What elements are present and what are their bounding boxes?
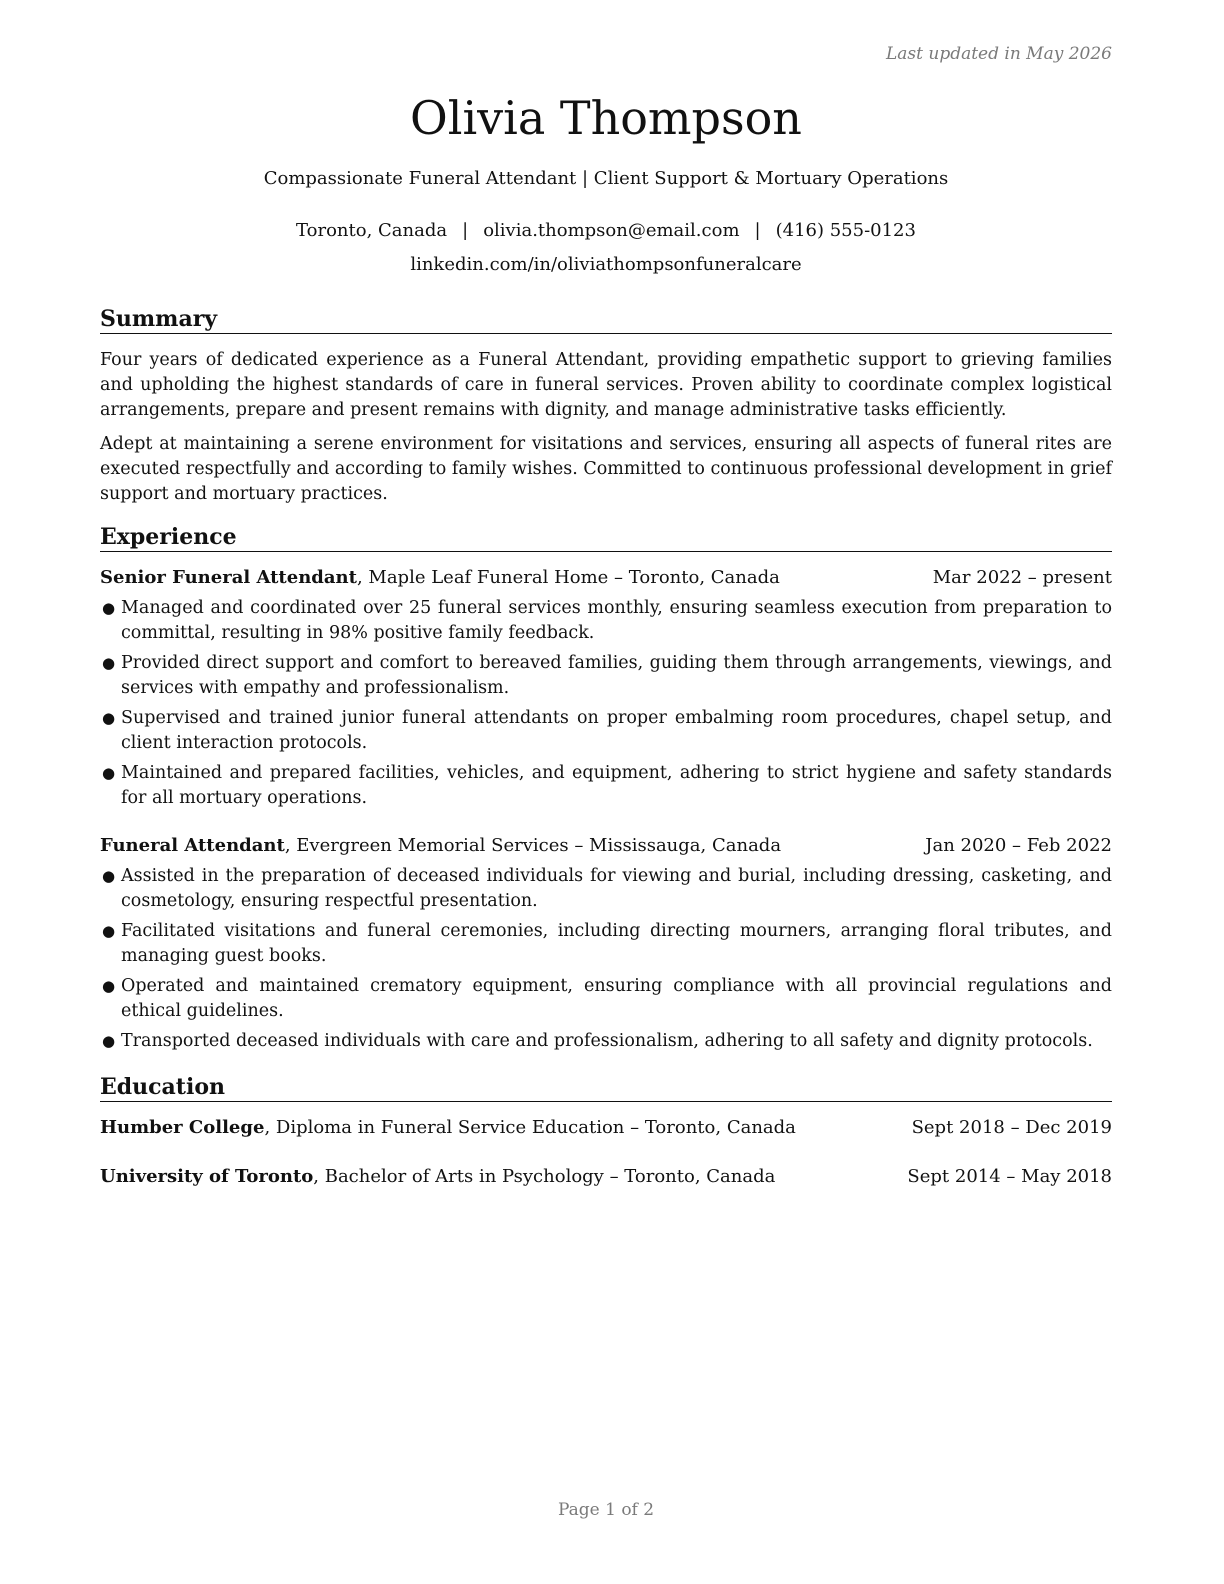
- headline: Compassionate Funeral Attendant | Client Support & Mortuary Operations: [263, 168, 949, 189]
- job-dates: Jan 2020 – Feb 2022: [925, 835, 1112, 856]
- summary-paragraph: Adept at maintaining a serene environment for visitations and services, ensuring all aspects of funeral rites are executed respectfully and according to family wishes. Committed to continuous professional development in grief support and mortuary practices.: [100, 434, 1112, 504]
- page-number: Page 1 of 2: [557, 1500, 655, 1520]
- location: Toronto, Canada: [296, 220, 448, 241]
- bullet-icon: ●: [102, 977, 116, 995]
- bullet-icon: ●: [102, 654, 116, 672]
- job-title: Funeral Attendant: [100, 835, 285, 856]
- school-name: Humber College: [100, 1117, 265, 1138]
- bullet-icon: ●: [102, 764, 116, 782]
- school-name: University of Toronto: [100, 1166, 314, 1187]
- degree: , Diploma in Funeral Service Education – Toronto, Canada: [264, 1117, 796, 1138]
- linkedin-link[interactable]: linkedin.com/in/oliviathompsonfuneralcare: [410, 254, 802, 275]
- summary-heading: Summary: [100, 305, 1112, 334]
- list-item: ● Maintained and prepared facilities, vehicles, and equipment, adhering to strict hygiene and safety standards for all mortuary operations.: [102, 763, 1112, 808]
- job-title: Senior Funeral Attendant: [100, 567, 357, 588]
- education-entry: [100, 1164, 1112, 1190]
- bullet-icon: ●: [102, 1032, 116, 1050]
- candidate-name: Olivia Thompson: [410, 91, 802, 145]
- bullet-icon: ●: [102, 922, 116, 940]
- job-header: [100, 565, 1112, 591]
- degree: , Bachelor of Arts in Psychology – Toronto, Canada: [313, 1166, 776, 1187]
- job-employer: , Maple Leaf Funeral Home – Toronto, Canada: [356, 567, 780, 588]
- list-item: ● Transported deceased individuals with care and professionalism, adhering to all safety and dignity protocols.: [100, 1029, 1112, 1054]
- list-item: ● Assisted in the preparation of deceased individuals for viewing and burial, including dressing, casketing, and cosmetology, ensuring respectful presentation.: [102, 866, 1112, 911]
- bullet-icon: ●: [102, 867, 116, 885]
- job-bullets: [100, 596, 1112, 816]
- last-updated-note: Last updated in May 2026: [885, 44, 1112, 64]
- list-item: ● Facilitated visitations and funeral ceremonies, including directing mourners, arranging floral tributes, and managing guest books.: [102, 921, 1112, 966]
- list-item: ● Managed and coordinated over 25 funeral services monthly, ensuring seamless execution from preparation to committal, resulting in 98% positive family feedback.: [102, 598, 1112, 643]
- resume-page: [100, 0, 1112, 1584]
- education-heading: Education: [100, 1073, 1112, 1102]
- list-item: ● Supervised and trained junior funeral attendants on proper embalming room procedures, chapel setup, and client interaction protocols.: [102, 708, 1112, 753]
- job-header: [100, 833, 1112, 859]
- contact-line: [100, 218, 1112, 244]
- summary-paragraph: Four years of dedicated experience as a Funeral Attendant, providing empathetic support to grieving families and upholding the highest standards of care in funeral services. Proven ability to coordinate complex logistical arrangements, prepare and present remains with dignity, and manage administrative tasks efficiently.: [100, 350, 1112, 420]
- phone-number: (416) 555-0123: [775, 220, 916, 241]
- job-employer: , Evergreen Memorial Services – Mississauga, Canada: [284, 835, 782, 856]
- education-entry: [100, 1115, 1112, 1141]
- bullet-icon: ●: [102, 709, 116, 727]
- email-link[interactable]: olivia.thompson@email.com: [483, 220, 740, 241]
- experience-heading: Experience: [100, 523, 1112, 552]
- education-dates: Sept 2018 – Dec 2019: [911, 1117, 1112, 1138]
- list-item: ● Provided direct support and comfort to bereaved families, guiding them through arrangements, viewings, and services with empathy and professionalism.: [102, 653, 1112, 698]
- contact-separator: |: [462, 220, 469, 241]
- list-item: ● Operated and maintained crematory equipment, ensuring compliance with all provincial regulations and ethical guidelines.: [102, 976, 1112, 1021]
- job-dates: Mar 2022 – present: [932, 567, 1112, 588]
- contact-separator: |: [754, 220, 761, 241]
- bullet-icon: ●: [102, 599, 116, 617]
- job-bullets: [100, 864, 1112, 1059]
- education-dates: Sept 2014 – May 2018: [907, 1166, 1112, 1187]
